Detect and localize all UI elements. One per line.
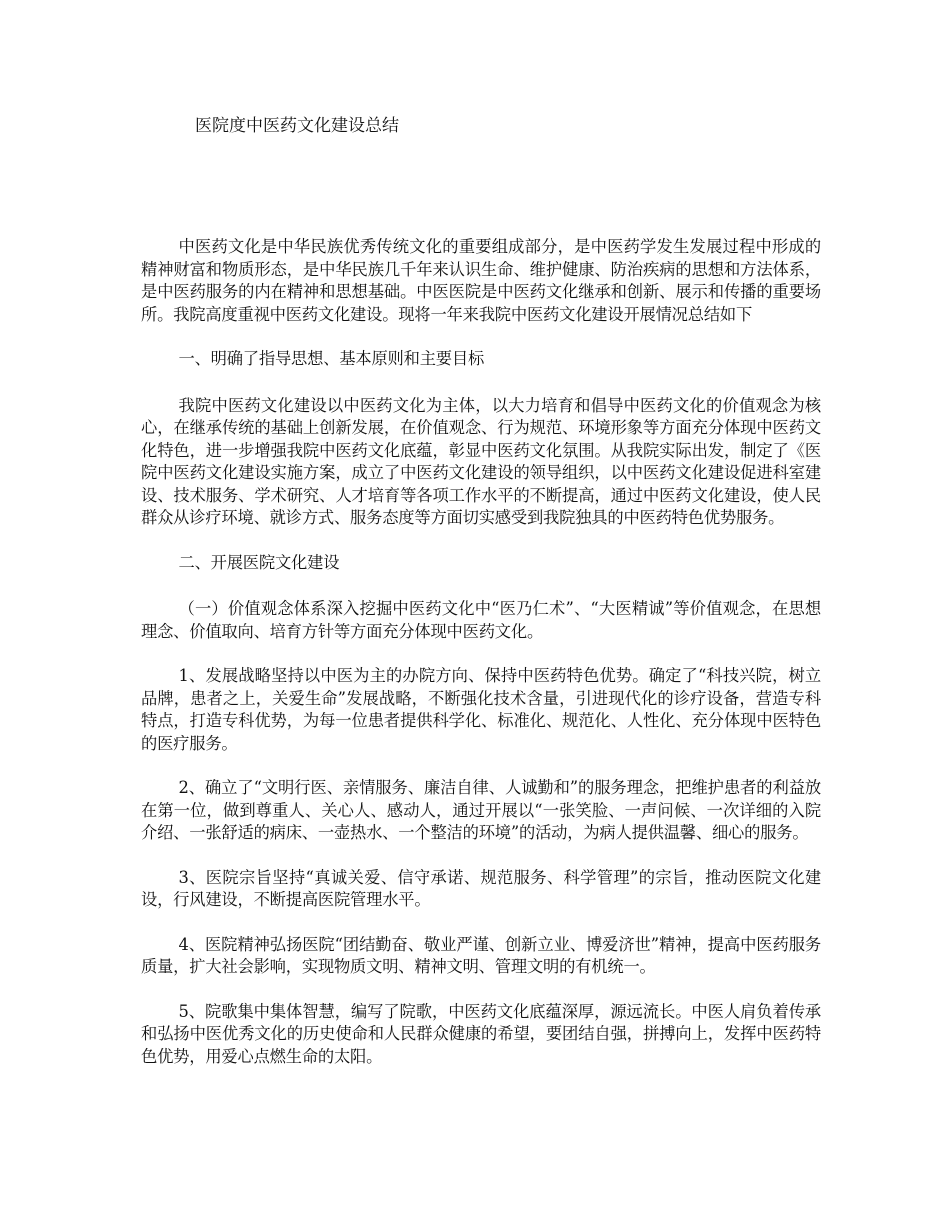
item-paragraph-1: 1、发展战略坚持以中医为主的办院方向、保持中医药特色优势。确定了“科技兴院，树立品牌，患者之上，关爱生命”发展战略，不断强化技术含量，引进现代化的诊疗设备，营造专科特点，打造专科优势，为每一位患者提供科学化、标准化、规范化、人性化、充分体现中医特色的医疗服务。 [141,666,821,753]
item-paragraph-4: 4、医院精神弘扬医院“团结勤奋、敬业严谨、创新立业、博爱济世”精神，提高中医药服务质量，扩大社会影响，实现物质文明、精神文明、管理文明的有机统一。 [141,934,821,976]
subsection-paragraph-values: （一）价值观念体系深入挖掘中医药文化中“医乃仁术”、“大医精诚”等价值观念，在思想理念、价值取向、培育方针等方面充分体现中医药文化。 [141,599,821,641]
item-paragraph-2: 2、确立了“文明行医、亲情服务、廉洁自律、人诚勤和”的服务理念，把维护患者的利益放在第一位，做到尊重人、关心人、感动人，通过开展以“一张笑脸、一声问候、一次详细的入院介绍、一张舒适的病床、一壶热水、一个整洁的环境”的活动，为病人提供温馨、细心的服务。 [141,778,821,842]
item-paragraph-3: 3、医院宗旨坚持“真诚关爱、信守承诺、规范服务、科学管理”的宗旨，推动医院文化建设，行风建设，不断提高医院管理水平。 [141,867,821,909]
document-body [141,236,821,1090]
section-1-paragraph: 我院中医药文化建设以中医药文化为主体，以大力培育和倡导中医药文化的价值观念为核心，在继承传统的基础上创新发展，在价值观念、行为规范、环境形象等方面充分体现中医药文化特色，进一步增强我院中医药文化底蕴，彰显中医药文化氛围。从我院实际出发，制定了《医院中医药文化建设实施方案，成立了中医药文化建设的领导组织，以中医药文化建设促进科室建设、技术服务、学术研究、人才培育等各项工作水平的不断提高，通过中医药文化建设，使人民群众从诊疗环境、就诊方式、服务态度等方面切实感受到我院独具的中医药特色优势服务。 [141,395,821,527]
section-heading-1: 一、明确了指导思想、基本原则和主要目标 [178,349,485,368]
intro-paragraph: 中医药文化是中华民族优秀传统文化的重要组成部分，是中医药学发生发展过程中形成的精神财富和物质形态，是中华民族几千年来认识生命、维护健康、防治疾病的思想和方法体系，是中医药服务的内在精神和思想基础。中医医院是中医药文化继承和创新、展示和传播的重要场所。我院高度重视中医药文化建设。现将一年来我院中医药文化建设开展情况总结如下 [141,237,821,324]
document-title: 医院度中医药文化建设总结 [195,116,399,136]
section-heading-2: 二、开展医院文化建设 [178,552,340,572]
item-paragraph-5: 5、院歌集中集体智慧，编写了院歌，中医药文化底蕴深厚，源远流长。中医人肩负着传承和弘扬中医优秀文化的历史使命和人民群众健康的希望，要团结自强，拼搏向上，发挥中医药特色优势，用爱心点燃生命的太阳。 [141,1001,821,1066]
